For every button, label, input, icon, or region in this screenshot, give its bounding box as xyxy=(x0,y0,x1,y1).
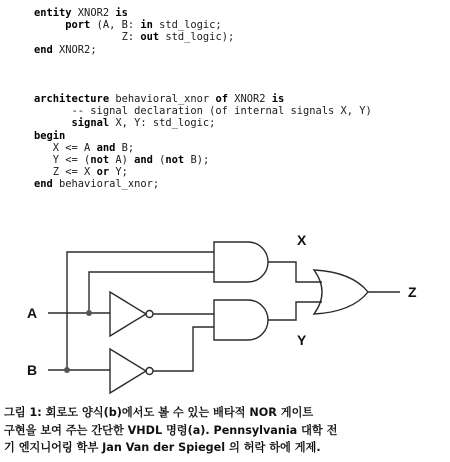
wire-y xyxy=(268,302,322,320)
label-x: X xyxy=(297,232,307,248)
code-keyword: of xyxy=(215,93,228,105)
code-keyword: begin xyxy=(34,129,66,142)
code-line: -- signal declaration (of internal signals X, Y) xyxy=(34,105,372,118)
code-line: architecture behavioral_xnor of XNOR2 is xyxy=(34,93,285,105)
caption-line: 그림 1: 회로도 양식(b)에서도 볼 수 있는 배타적 NOR 게이트 xyxy=(4,406,314,419)
wire-not-b-out xyxy=(153,327,214,371)
code-keyword: is xyxy=(271,93,285,105)
code-keyword: not xyxy=(165,154,185,166)
code-keyword: entity xyxy=(34,7,72,19)
code-line: end XNOR2; xyxy=(34,43,97,56)
code-line xyxy=(34,130,65,142)
code-keyword: end xyxy=(34,43,53,56)
label-a: A xyxy=(27,305,38,321)
label-b: B xyxy=(27,362,38,378)
code-line: end behavioral_xnor; xyxy=(34,178,160,191)
junction-a xyxy=(86,310,92,316)
code-keyword: in xyxy=(140,19,153,32)
code-line: port (A, B: in std_logic; xyxy=(65,19,222,32)
code-keyword: and xyxy=(96,141,116,154)
wire-x xyxy=(268,262,322,282)
figure-caption xyxy=(4,404,448,457)
code-line: Y <= (not A) and (not B); xyxy=(34,154,210,166)
code-keyword: or xyxy=(96,166,110,179)
caption-line: 구현을 보여 주는 간단한 VHDL 명령(a). Pennsylvania 대학 전 xyxy=(4,423,338,437)
code-keyword: port xyxy=(65,19,91,32)
not-gate-a xyxy=(110,292,146,336)
code-keyword: and xyxy=(134,154,153,166)
code-line: signal X, Y: std_logic; xyxy=(71,117,216,130)
not-gate-b xyxy=(110,349,146,393)
code-keyword: architecture xyxy=(34,93,110,105)
wire-a-to-and-x xyxy=(89,272,214,313)
junction-b xyxy=(64,367,70,373)
code-keyword: signal xyxy=(71,117,110,130)
code-line: Z <= X or Y; xyxy=(34,166,128,179)
or-gate-z xyxy=(314,270,368,314)
code-line: Z: out std_logic); xyxy=(34,31,235,44)
code-keyword: is xyxy=(115,7,128,19)
caption-line: 기 엔지니어링 학부 Jan Van der Spiegel 의 허락 하에 게제. xyxy=(4,441,321,454)
label-y: Y xyxy=(297,332,307,348)
circuit-diagram xyxy=(0,232,450,400)
code-keyword: end xyxy=(34,178,53,191)
code-line: X <= A and B; xyxy=(34,141,135,154)
and-gate-x xyxy=(214,242,268,282)
code-keyword: not xyxy=(90,154,110,166)
code-line: entity XNOR2 is xyxy=(34,7,128,19)
label-z: Z xyxy=(408,284,417,300)
code-keyword: out xyxy=(140,31,160,44)
and-gate-y xyxy=(214,300,268,340)
